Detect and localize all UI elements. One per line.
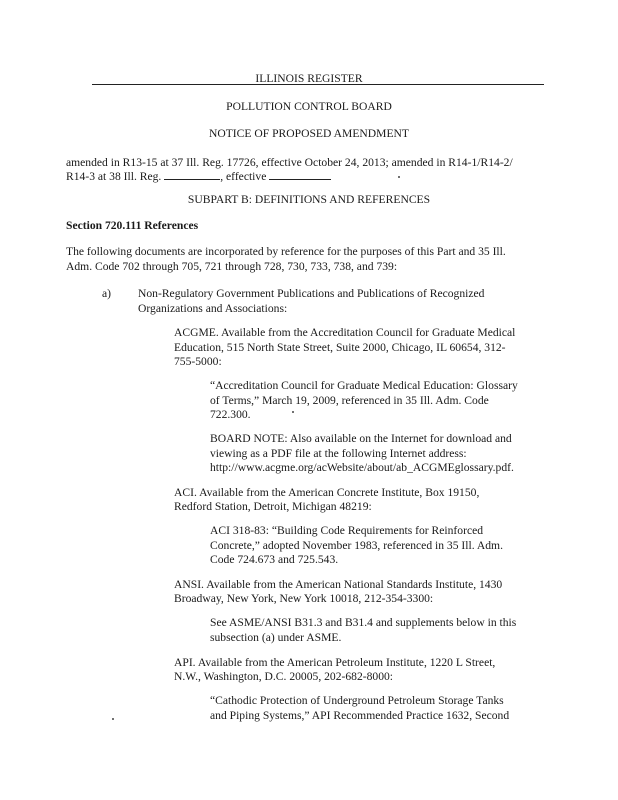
- board-title: POLLUTION CONTROL BOARD: [226, 100, 392, 113]
- ansi-line-2: Broadway, New York, New York 10018, 212-354-3300:: [174, 592, 434, 605]
- api-doc-line-1: “Cathodic Protection of Underground Petroleum Storage Tanks: [210, 694, 504, 707]
- section-heading: Section 720.111 References: [66, 219, 199, 232]
- aci-line-2: Redford Station, Detroit, Michigan 48219:: [174, 500, 372, 513]
- item-a-label: a): [102, 287, 112, 300]
- effective-blank: [269, 169, 331, 180]
- ansi-line-1: ANSI. Available from the American National Standards Institute, 1430: [174, 578, 503, 591]
- acgme-note-url: http://www.acgme.org/acWebsite/about/ab_ACGMEglossary.pdf.: [210, 461, 514, 474]
- notice-title: NOTICE OF PROPOSED AMENDMENT: [208, 127, 409, 140]
- intro-line-1: The following documents are incorporated by reference for the purposes of this Part and 35 Ill.: [66, 245, 506, 258]
- subpart-title: SUBPART B: DEFINITIONS AND REFERENCES: [187, 193, 431, 206]
- item-a-line-2: Organizations and Associations:: [138, 302, 288, 315]
- amendment-line-1: amended in R13-15 at 37 Ill. Reg. 17726, effective October 24, 2013; amended in R14-1/R14-2/: [66, 156, 513, 169]
- reg-blank: [164, 169, 220, 180]
- amendment-line-2-b: , effective: [220, 170, 270, 183]
- acgme-note-line-1: BOARD NOTE: Also available on the Internet for download and: [210, 432, 512, 445]
- intro-line-2: Adm. Code 702 through 705, 721 through 728, 730, 733, 738, and 739:: [66, 260, 398, 273]
- item-a-line-1: Non-Regulatory Government Publications and Publications of Recognized: [138, 287, 485, 300]
- acgme-doc-line-1: “Accreditation Council for Graduate Medical Education: Glossary: [210, 379, 518, 392]
- amendment-line-2-a: R14-3 at 38 Ill. Reg.: [66, 170, 165, 183]
- acgme-note-line-2: viewing as a PDF file at the following Internet address:: [210, 447, 467, 460]
- acgme-line-3: 755-5000:: [174, 355, 222, 368]
- api-line-1: API. Available from the American Petroleum Institute, 1220 L Street,: [174, 656, 496, 669]
- register-title: ILLINOIS REGISTER: [255, 72, 363, 85]
- acgme-doc-line-2: of Terms,” March 19, 2009, referenced in 35 Ill. Adm. Code: [210, 394, 489, 407]
- ansi-doc-line-2: subsection (a) under ASME.: [210, 631, 342, 644]
- api-line-2: N.W., Washington, D.C. 20005, 202-682-8000:: [174, 670, 394, 683]
- amendment-line-2: [66, 169, 331, 185]
- api-doc-line-2: and Piping Systems,” API Recommended Practice 1632, Second: [210, 709, 510, 722]
- scan-speck: [398, 176, 400, 178]
- acgme-doc-line-3: 722.300.: [210, 408, 251, 421]
- acgme-line-1: ACGME. Available from the Accreditation Council for Graduate Medical: [174, 326, 516, 339]
- ansi-doc-line-1: See ASME/ANSI B31.3 and B31.4 and supplements below in this: [210, 616, 517, 629]
- scan-speck: [292, 411, 294, 413]
- aci-line-1: ACI. Available from the American Concrete Institute, Box 19150,: [174, 486, 480, 499]
- scan-speck: [112, 718, 114, 720]
- acgme-line-2: Education, 515 North State Street, Suite 2000, Chicago, IL 60654, 312-: [174, 341, 506, 354]
- aci-doc-line-2: Concrete,” adopted November 1983, referenced in 35 Ill. Adm.: [210, 539, 503, 552]
- aci-doc-line-1: ACI 318-83: “Building Code Requirements for Reinforced: [210, 524, 484, 537]
- aci-doc-line-3: Code 724.673 and 725.543.: [210, 553, 339, 566]
